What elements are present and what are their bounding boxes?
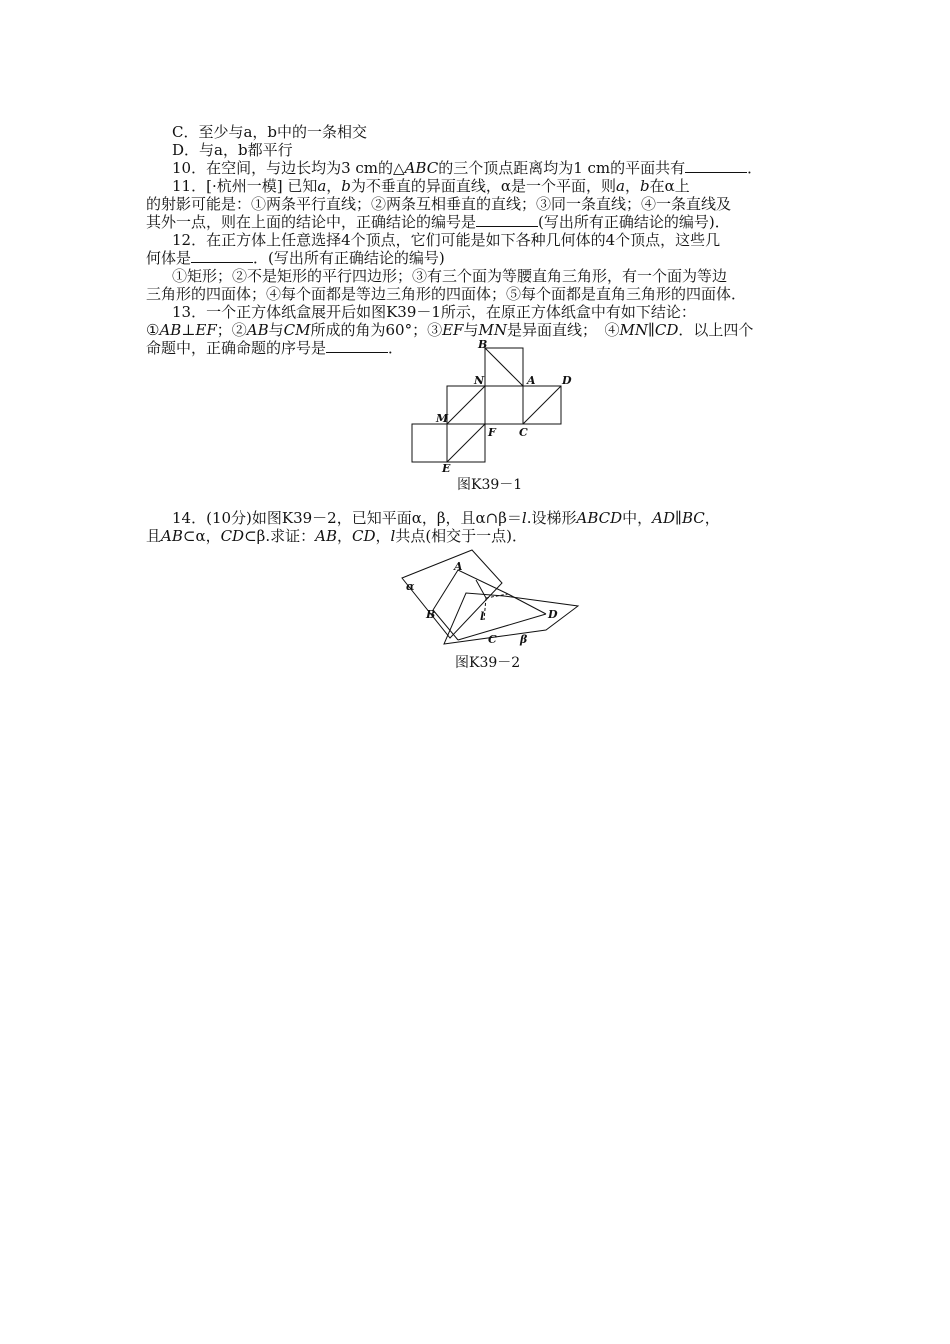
q14-part: ∥ (675, 509, 682, 527)
q13-var: EF (442, 321, 464, 339)
q10-part: ． (747, 159, 763, 177)
net-label-N: N (474, 374, 485, 387)
q11-line1 (172, 177, 690, 195)
q13-part: 与 (268, 321, 284, 339)
q9-option-d: D．与a，b都平行 (172, 141, 293, 159)
q12-part: 何体是 (146, 249, 192, 267)
q11-line3 (146, 213, 730, 231)
q14-part: ⊂α， (182, 527, 221, 545)
q14-var: AB (161, 527, 183, 545)
q11-var: a (616, 177, 625, 195)
q13-var: AB (159, 321, 182, 339)
q13-part: 命题中，正确命题的序号是 (146, 339, 327, 357)
q10-part: 的三个顶点距离均为1 cm的平面共有 (438, 159, 686, 177)
q13-part: ∥ (647, 321, 655, 339)
q11-part: 为不垂直的异面直线，α是一个平面，则 (350, 177, 617, 195)
q14-part: 14．(10分)如图K39－2，已知平面α，β，且α∩β＝ (172, 509, 522, 527)
fig2-label-D: D (548, 608, 558, 621)
q13-line3 (146, 339, 403, 357)
q13-part: 所成的角为60°；③ (310, 321, 443, 339)
fig2-label-C: C (488, 633, 497, 646)
q12-answer-blank[interactable] (191, 249, 253, 263)
q14-var: AD (652, 509, 675, 527)
figure-k39-1 (400, 336, 580, 476)
q11-answer-blank[interactable] (476, 213, 538, 227)
q14-part: 且 (146, 527, 162, 545)
q11-part: (写出所有正确结论的编号)． (538, 213, 730, 231)
q13-part: ① (146, 321, 160, 339)
q10-triangle: ABC (404, 159, 439, 177)
net-label-M: M (436, 412, 449, 425)
q14-var: ABCD (576, 509, 623, 527)
q11-part: ， (326, 177, 342, 195)
q13-var: AB (246, 321, 269, 339)
q14-line1 (172, 509, 720, 527)
q11-line2: 的射影可能是：①两条平行直线；②两条互相垂直的直线；③同一条直线；④一条直线及 (146, 195, 732, 213)
q14-part: ， (375, 527, 391, 545)
fig2-label-B: B (426, 608, 436, 621)
q13-part: 与 (463, 321, 479, 339)
q11-part: 在α上 (649, 177, 690, 195)
q11-part: ， (625, 177, 641, 195)
q13-var: CM (283, 321, 311, 339)
net-label-B: B (478, 338, 488, 351)
figure-k39-2 (396, 548, 586, 653)
fig2-label-alpha: α (406, 580, 415, 593)
q12-part: ．(写出所有正确结论的编号) (253, 249, 445, 267)
q14-part: ， (336, 527, 352, 545)
net-label-E: E (442, 462, 451, 475)
q13-answer-blank[interactable] (326, 339, 388, 353)
q14-part: 共点(相交于一点)． (395, 527, 528, 545)
q10-text (172, 159, 762, 177)
net-label-D: D (562, 374, 572, 387)
q13-part: 是异面直线； ④ (506, 321, 620, 339)
q13-var: MN (478, 321, 507, 339)
q10-part: 10．在空间，与边长均为3 cm的△ (172, 159, 405, 177)
q11-part: 其外一点，则在上面的结论中，正确结论的编号是 (146, 213, 477, 231)
q11-var: a (317, 177, 327, 195)
q14-var: AB (315, 527, 337, 545)
q11-part: 11．[·杭州一模] 已知 (172, 177, 318, 195)
q14-var: BC (681, 509, 705, 527)
figure-k39-1-caption: 图K39－1 (457, 477, 523, 493)
q13-part: ⊥ (181, 321, 196, 339)
q13-line1: 13．一个正方体纸盒展开后如图K39－1所示，在原正方体纸盒中有如下结论： (172, 303, 696, 321)
q14-part: ， (704, 509, 720, 527)
fig2-label-l: l (480, 610, 485, 623)
q11-var: b (640, 177, 650, 195)
q14-part: ⊂β.求证： (244, 527, 316, 545)
q14-part: .设梯形 (526, 509, 577, 527)
q12-line4: 三角形的四面体；④每个面都是等边三角形的四面体；⑤每个面都是直角三角形的四面体． (146, 285, 747, 303)
q9-option-c: C．至少与a，b中的一条相交 (172, 123, 368, 141)
q12-line1: 12．在正方体上任意选择4个顶点，它们可能是如下各种几何体的4个顶点，这些几 (172, 231, 721, 249)
q14-var: CD (351, 527, 376, 545)
net-label-F: F (488, 426, 496, 439)
q13-var: MN (619, 321, 648, 339)
q13-part: ． (388, 339, 404, 357)
q10-answer-blank[interactable] (685, 159, 747, 173)
net-label-A: A (527, 374, 536, 387)
net-label-C: C (519, 426, 528, 439)
fig2-label-A: A (454, 560, 463, 573)
q12-line3: ①矩形；②不是矩形的平行四边形；③有三个面为等腰直角三角形，有一个面为等边 (172, 267, 728, 285)
q14-var: l (390, 527, 396, 545)
q14-part: 中， (622, 509, 653, 527)
q13-part: ．以上四个 (678, 321, 754, 339)
q13-part: ；② (216, 321, 247, 339)
q14-var: CD (220, 527, 245, 545)
q14-line2 (146, 527, 527, 545)
fig2-label-beta: β (520, 633, 528, 646)
q12-line2 (146, 249, 445, 267)
figure-k39-2-caption: 图K39－2 (455, 655, 521, 671)
q11-var: b (341, 177, 351, 195)
q14-var: l (521, 509, 527, 527)
q13-var: CD (654, 321, 679, 339)
q13-var: EF (195, 321, 217, 339)
